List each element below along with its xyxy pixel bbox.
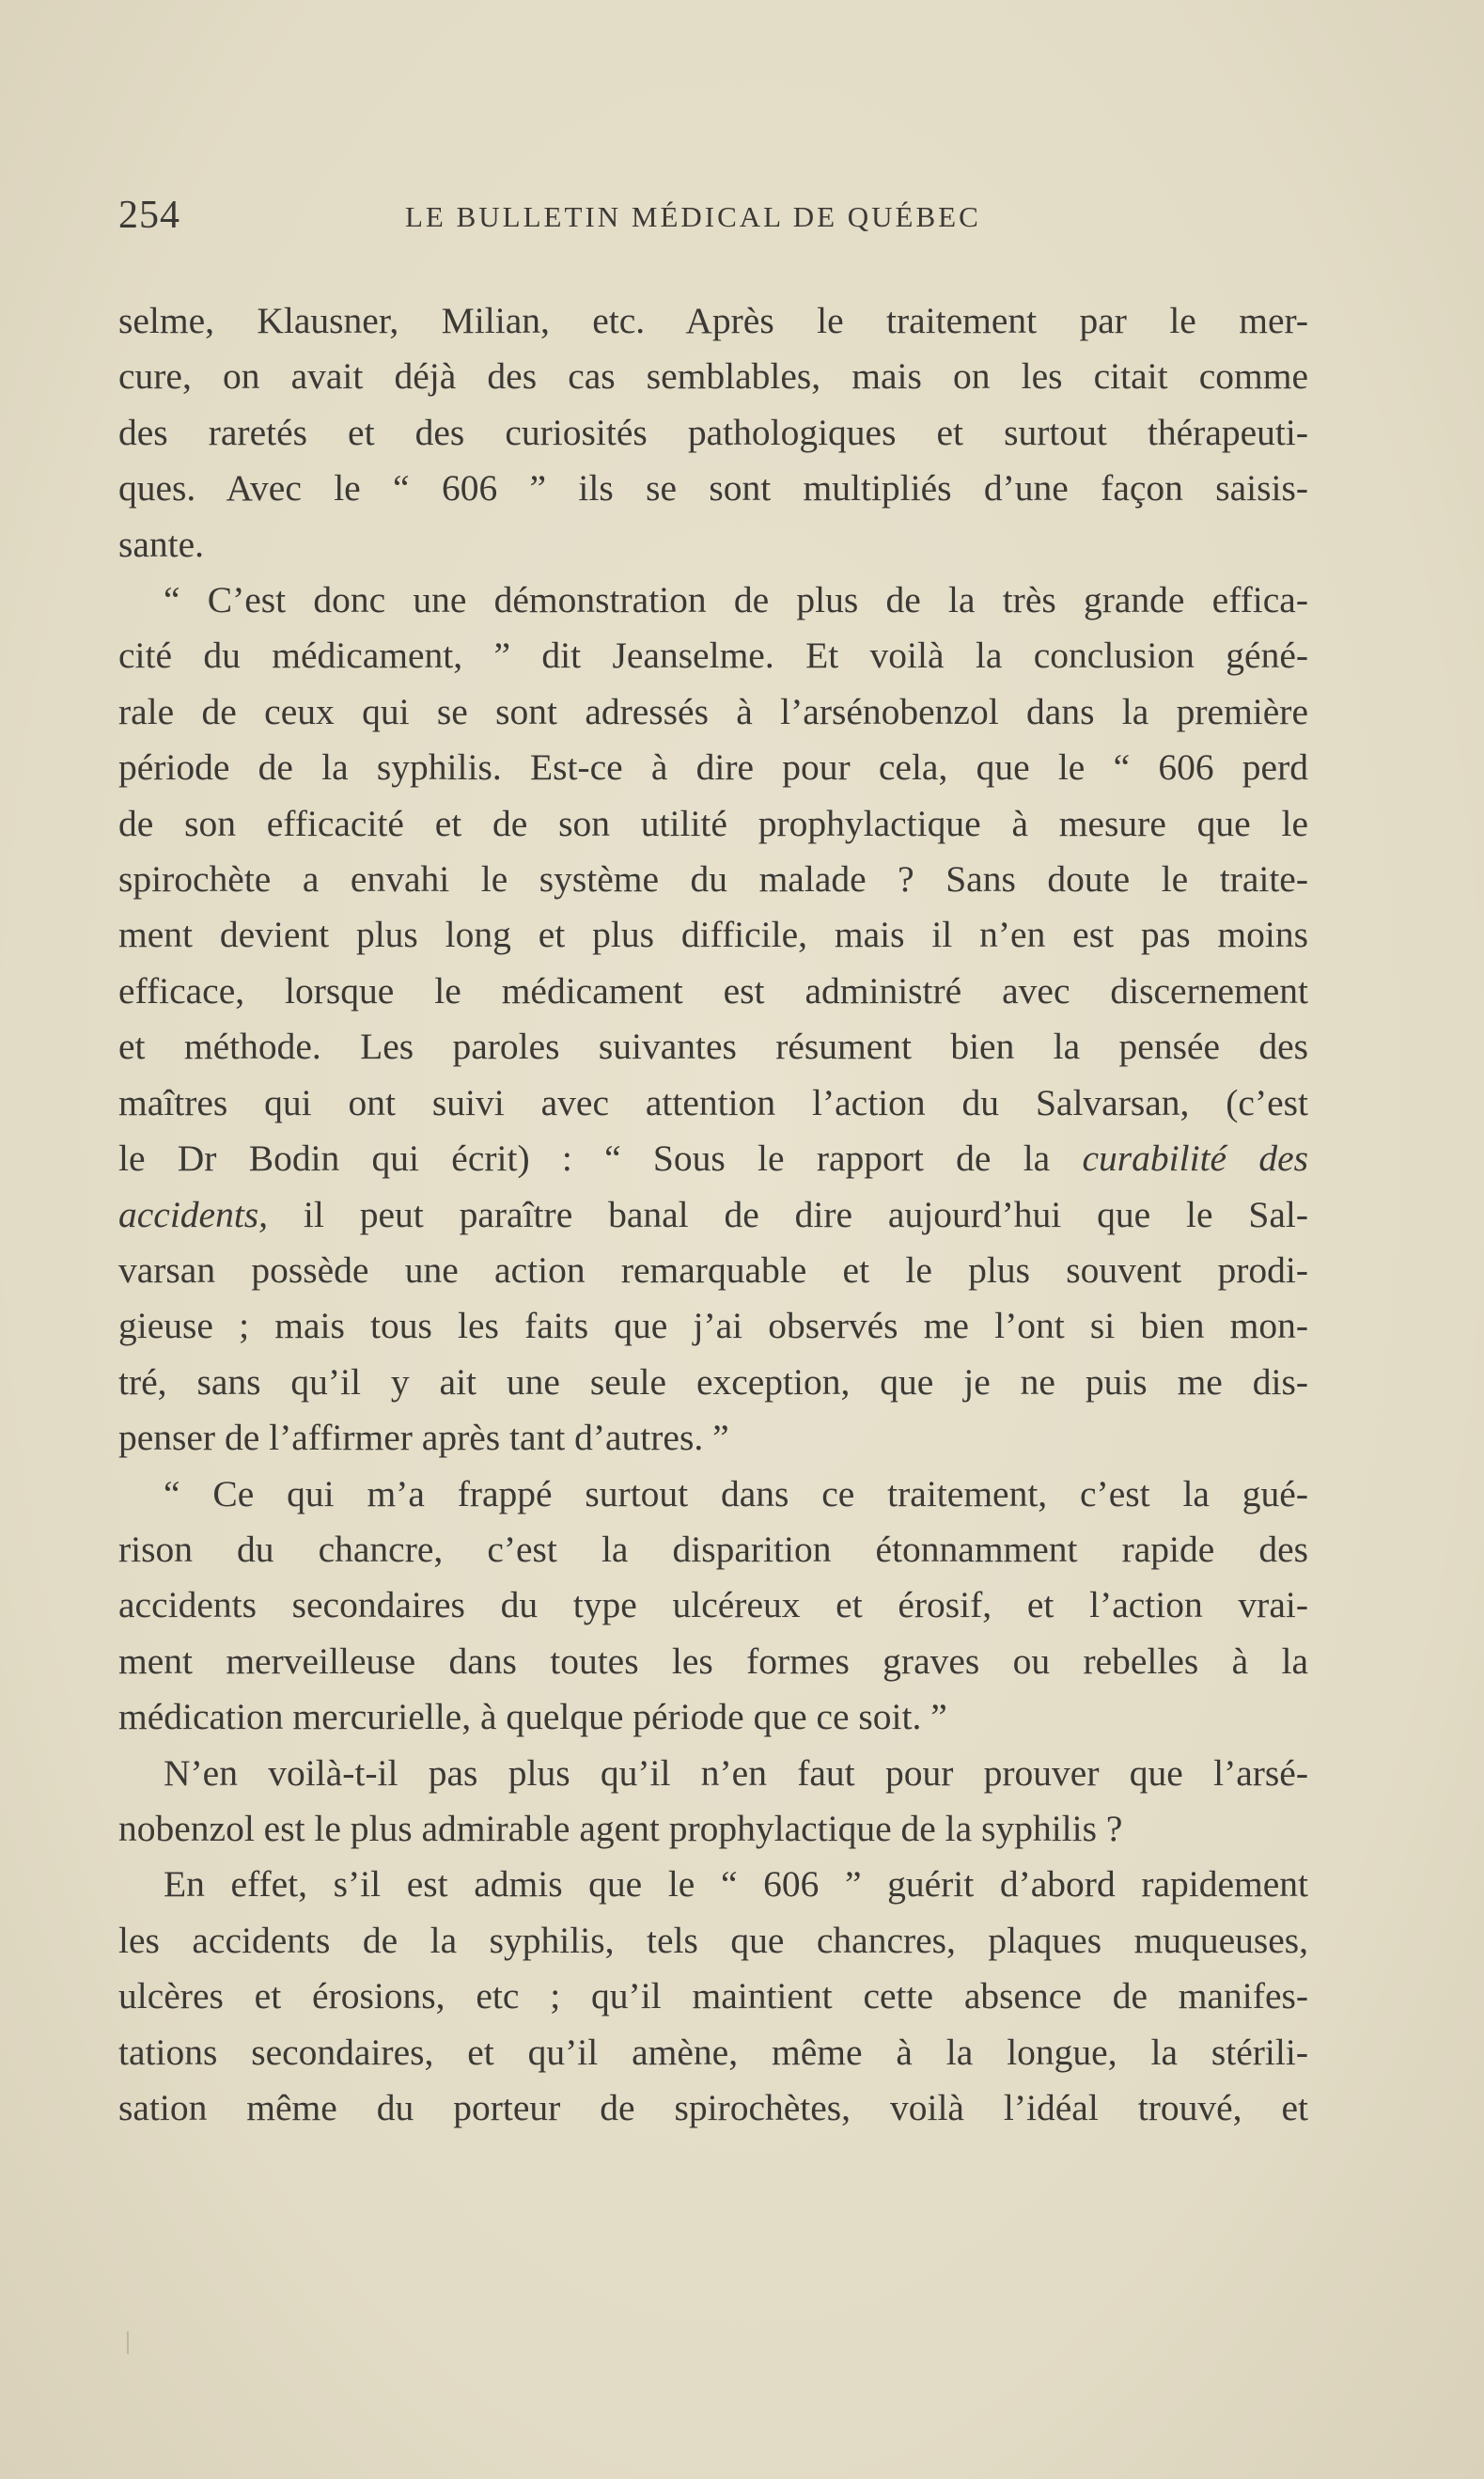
text-line: nobenzol est le plus admirable agent prophylactique de la syphilis ? [118, 1807, 1123, 1849]
text-line: sation même du porteur de spirochètes, voilà l’idéal trouvé, et [118, 2087, 1308, 2128]
italic-phrase: curabilité des [1082, 1138, 1309, 1180]
text-line: tations secondaires, et qu’il amène, même à la longue, la stérili- [118, 2031, 1308, 2073]
text-line: selme, Klausner, Milian, etc. Après le traitement par le mer- [118, 300, 1308, 341]
text-line: ulcères et érosions, etc ; qu’il maintient cette absence de manifes- [118, 1975, 1308, 2017]
text-line: et méthode. Les paroles suivantes résument bien la pensée des [118, 1026, 1308, 1068]
text-line: En effet, s’il est admis que le “ 606 ” guérit d’abord rapidement [164, 1863, 1308, 1906]
text-line: médication mercurielle, à quelque période que ce soit. ” [118, 1696, 947, 1738]
text-line: “ Ce qui m’a frappé surtout dans ce traitement, c’est la gué- [164, 1472, 1308, 1514]
text-line: gieuse ; mais tous les faits que j’ai observés me l’ont si bien mon- [118, 1305, 1308, 1347]
italic-phrase: accidents, [118, 1193, 269, 1235]
text-line: ques. Avec le “ 606 ” ils se sont multipliés d’une façon saisis- [118, 467, 1308, 510]
text-line: N’en voilà-t-il pas plus qu’il n’en faut pour prouver que l’arsé- [164, 1751, 1308, 1794]
text-line: des raretés et des curiosités pathologiques et surtout thérapeuti- [118, 411, 1308, 453]
text-line-mixed [118, 1131, 1308, 1186]
text-line: période de la syphilis. Est-ce à dire pour cela, que le “ 606 perd [118, 746, 1308, 789]
text-line: ment merveilleuse dans toutes les formes graves ou rebelles à la [118, 1640, 1308, 1682]
text-line-mixed [118, 1187, 1308, 1243]
text-line: “ C’est donc une démonstration de plus de la très grande effica- [164, 579, 1308, 621]
text-line: sante. [118, 523, 205, 565]
page-header [118, 193, 1308, 240]
text-line: cure, on avait déjà des cas semblables, mais on les citait comme [118, 355, 1308, 398]
text-line: efficace, lorsque le médicament est administré avec discernement [118, 969, 1308, 1012]
text-line: maîtres qui ont suivi avec attention l’action du Salvarsan, (c’est [118, 1081, 1308, 1123]
page-number: 254 [118, 194, 180, 237]
text-segment: il peut paraître banal de dire aujourd’hui que le Sal- [303, 1193, 1308, 1235]
text-line: les accidents de la syphilis, tels que chancres, plaques muqueuses, [118, 1919, 1308, 1961]
body-text [118, 293, 1308, 2136]
text-line: ment devient plus long et plus difficile, mais il n’en est pas moins [118, 914, 1308, 956]
text-line: rale de ceux qui se sont adressés à l’arsénobenzol dans la première [118, 690, 1308, 732]
text-line: varsan possède une action remarquable et le plus souvent prodi- [118, 1248, 1308, 1291]
text-line: accidents secondaires du type ulcéreux et érosif, et l’action vrai- [118, 1584, 1308, 1626]
text-line: spirochète a envahi le système du malade ? Sans doute le traite- [118, 858, 1308, 901]
paper-mark [127, 2331, 129, 2354]
text-line: tré, sans qu’il y ait une seule exception, que je ne puis me dis- [118, 1360, 1308, 1403]
text-line: cité du médicament, ” dit Jeanselme. Et voilà la conclusion géné- [118, 635, 1308, 677]
text-line: rison du chancre, c’est la disparition étonnamment rapide des [118, 1528, 1308, 1570]
text-segment: le Dr Bodin qui écrit) : “ Sous le rapport de la [118, 1138, 1051, 1180]
running-head: LE BULLETIN MÉDICAL DE QUÉBEC [405, 200, 981, 233]
text-line: penser de l’affirmer après tant d’autres. ” [118, 1417, 729, 1459]
text-line: de son efficacité et de son utilité prophylactique à mesure que le [118, 802, 1308, 844]
